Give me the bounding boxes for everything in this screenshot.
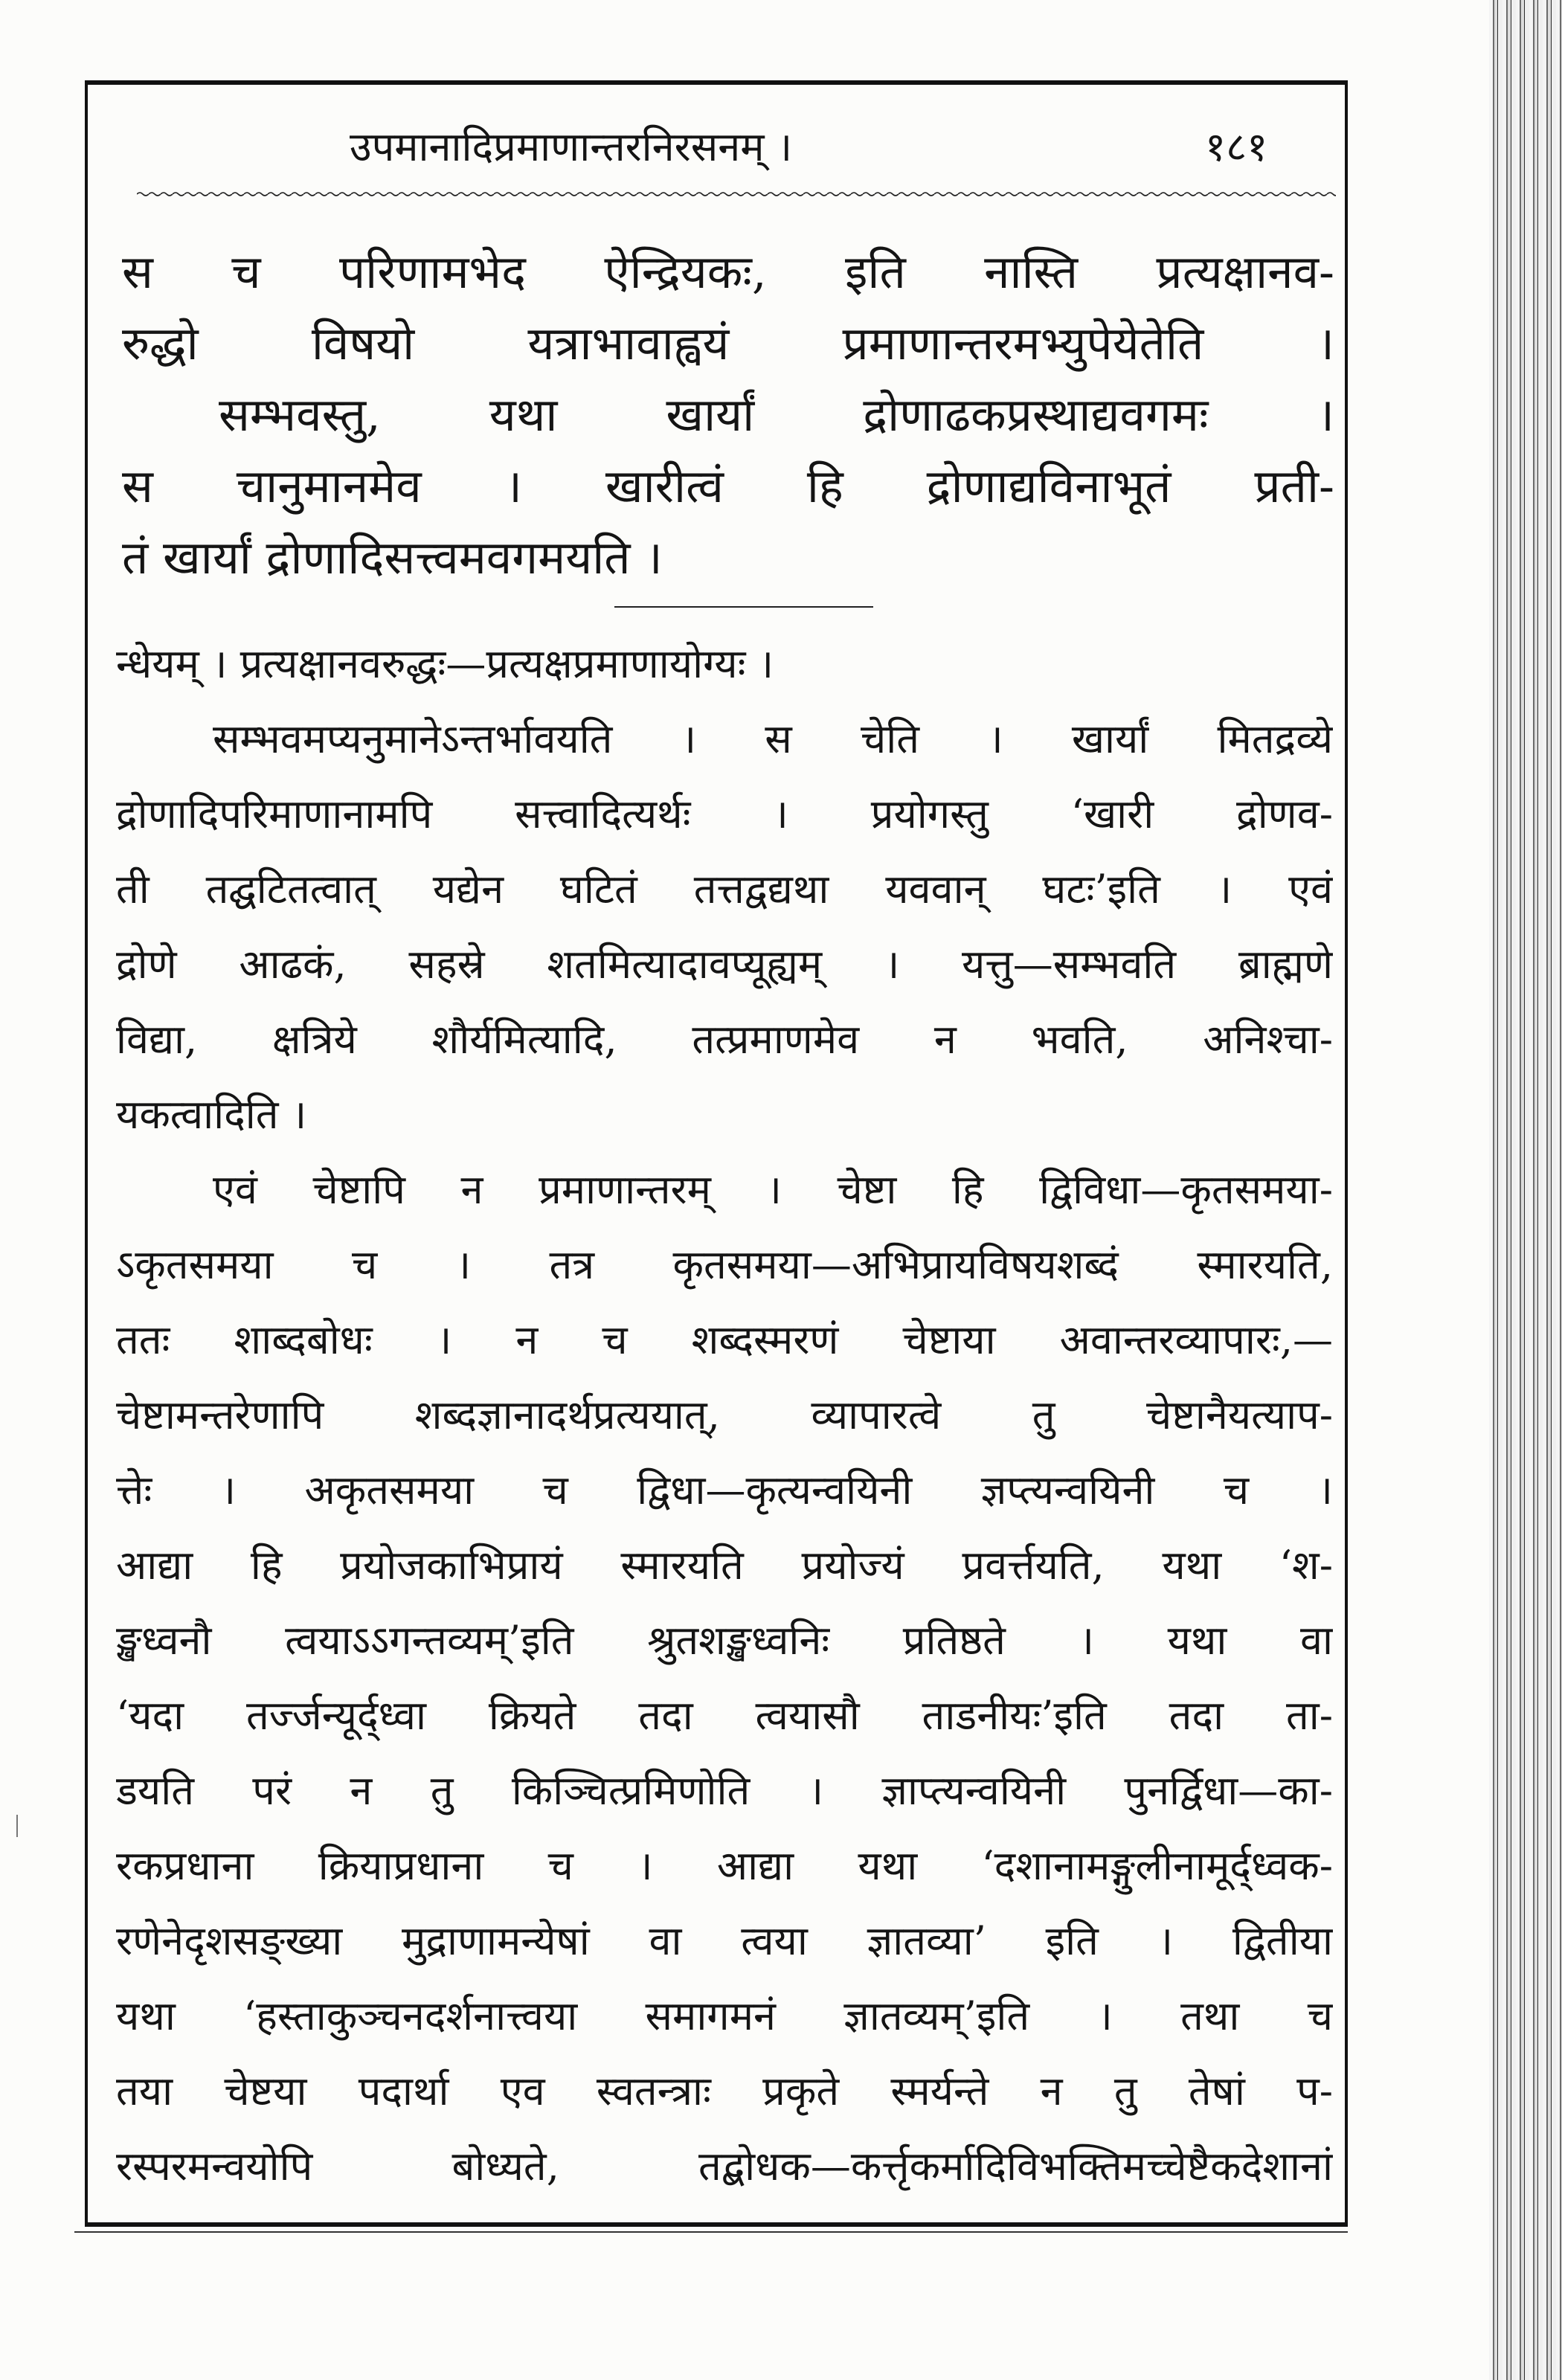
frame-bottom-double-rule <box>74 2231 1348 2233</box>
commentary-line: त्तेः । अकृतसमया च द्विधा—कृत्यन्वयिनी ज्ञप्त्यन्वयिनी च । <box>116 1467 1333 1514</box>
commentary-line: रस्परमन्वयोपि बोध्यते, तद्बोधक—कर्त्तृकर्मादिविभक्तिमच्चेष्टैकदेशानां <box>116 2143 1333 2190</box>
main-text-line: स च परिणामभेद ऐन्द्रियकः, इति नास्ति प्रत्यक्षानव- <box>122 245 1334 299</box>
commentary-line: यकत्वादिति । <box>116 1091 307 1138</box>
commentary-line: विद्या, क्षत्रिये शौर्यमित्यादि, तत्प्रमाणमेव न भवति, अनिश्चा- <box>116 1016 1333 1063</box>
commentary-line: रकप्रधाना क्रियाप्रधाना च । आद्या यथा ‘दशानामङ्गुलीनामूर्द्ध्वक- <box>116 1842 1333 1889</box>
scan-mark <box>16 1815 18 1837</box>
running-header-title: उपमानादिप्रमाणान्तरनिरसनम् । <box>350 123 793 170</box>
header-wavy-rule <box>137 190 1336 198</box>
commentary-line: ऽकृतसमया च । तत्र कृतसमया—अभिप्रायविषयशब्दं स्मारयति, <box>116 1241 1333 1288</box>
commentary-line: ‘यदा तर्ज्जन्यूर्द्ध्वा क्रियते तदा त्वयासौ ताडनीयः’इति तदा ता- <box>116 1692 1333 1739</box>
commentary-line: सम्भवमप्यनुमानेऽन्तर्भावयति । स चेति । खार्यां मितद्रव्ये <box>213 715 1333 762</box>
commentary <box>116 626 1333 2204</box>
page-edge-stripes <box>1489 0 1562 2380</box>
commentary-line: ङ्खध्वनौ त्वयाऽऽगन्तव्यम्’इति श्रुतशङ्खध्वनिः प्रतिष्ठते । यथा वा <box>116 1617 1333 1664</box>
commentary-line: ततः शाब्दबोधः । न च शब्दस्मरणं चेष्टाया अवान्तरव्यापारः,— <box>116 1316 1333 1363</box>
commentary-line: आद्या हि प्रयोजकाभिप्रायं स्मारयति प्रयोज्यं प्रवर्त्तयति, यथा ‘श- <box>116 1542 1333 1589</box>
commentary-line: द्रोणे आढकं, सहस्रे शतमित्यादावप्यूह्यम् । यत्तु—सम्भवति ब्राह्मणे <box>116 941 1333 988</box>
main-text-line: स चानुमानमेव । खारीत्वं हि द्रोणाद्यविनाभूतं प्रती- <box>122 459 1334 513</box>
commentary-line: न्धेयम् । प्रत्यक्षानवरुद्धः—प्रत्यक्षप्रमाणायोग्यः । <box>116 640 774 687</box>
commentary-line: ती तद्घटितत्वात् यद्येन घटितं तत्तद्वद्यथा यववान् घटः’इति । एवं <box>116 866 1333 913</box>
page-number: १८१ <box>1205 123 1268 170</box>
commentary-line: तया चेष्टया पदार्था एव स्वतन्त्राः प्रकृते स्मर्यन्ते न तु तेषां प- <box>116 2068 1333 2114</box>
main-text <box>122 237 1334 594</box>
commentary-separator <box>614 606 873 608</box>
commentary-line: यथा ‘हस्ताकुञ्चनदर्शनात्त्वया समागमनं ज्ञातव्यम्’इति । तथा च <box>116 1993 1333 2039</box>
commentary-line: रणेनेदृशसङ्ख्या मुद्राणामन्येषां वा त्वया ज्ञातव्या’ इति । द्वितीया <box>116 1917 1333 1964</box>
main-text-line: रुद्धो विषयो यत्राभावाह्वयं प्रमाणान्तरमभ्युपेयेतेति । <box>122 316 1334 370</box>
commentary-line: डयति परं न तु किञ्चित्प्रमिणोति । ज्ञाप्त्यन्वयिनी पुनर्द्विधा—का- <box>116 1767 1333 1814</box>
commentary-line: चेष्टामन्तरेणापि शब्दज्ञानादर्थप्रत्ययात्, व्यापारत्वे तु चेष्टानैयत्याप- <box>116 1392 1333 1438</box>
commentary-line: द्रोणादिपरिमाणानामपि सत्त्वादित्यर्थः । प्रयोगस्तु ‘खारी द्रोणव- <box>116 791 1333 837</box>
main-text-line: तं खार्यां द्रोणादिसत्त्वमवगमयति । <box>122 530 663 585</box>
main-text-line: सम्भवस्तु, यथा खार्यां द्रोणाढकप्रस्थाद्यवगमः । <box>219 387 1334 442</box>
commentary-line: एवं चेष्टापि न प्रमाणान्तरम् । चेष्टा हि द्विविधा—कृतसमया- <box>213 1166 1333 1213</box>
